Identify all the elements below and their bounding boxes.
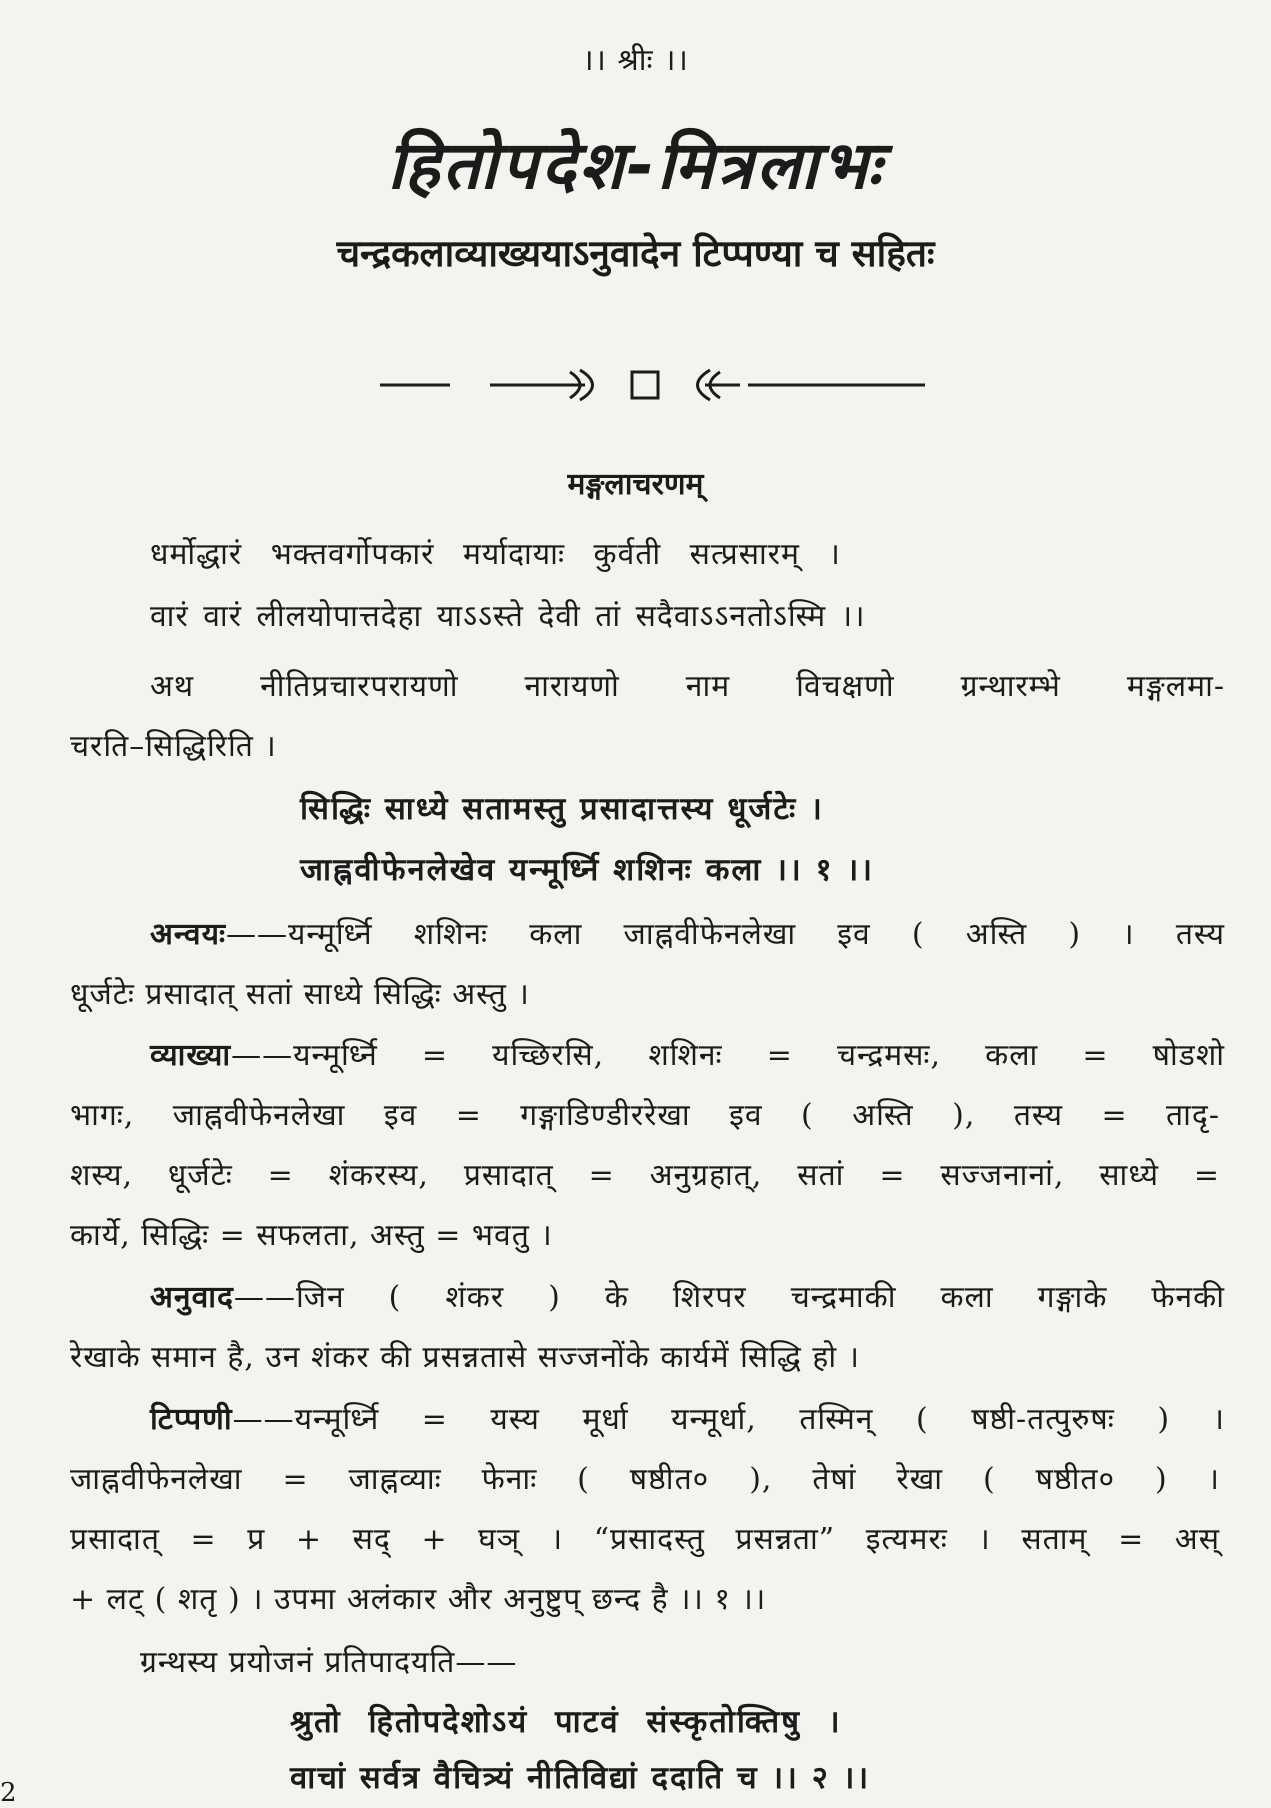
verse-2-line-1: श्रुतो हितोपदेशोऽयं पाटवं संस्कृतोक्तिषु । <box>290 1704 842 1740</box>
vyakhya-line-1: व्याख्या——यन्मूर्ध्नि = यच्छिरसि, शशिनः = चन्द्रमसः, कला = षोडशो <box>150 1038 1225 1073</box>
anvaya-label: अन्वयः <box>150 917 227 952</box>
invocation: ।। श्रीः ।। <box>582 43 689 78</box>
anuvad-label: अनुवाद <box>150 1280 234 1315</box>
page-number: 2 <box>0 1778 17 1808</box>
vyakhya-line-3: शस्य, धूर्जटेः = शंकरस्य, प्रसादात् = अनुग्रहात्, सतां = सज्जनानां, साध्ये = <box>70 1158 1220 1193</box>
tippani-label: टिप्पणी <box>150 1402 233 1437</box>
prayojana-line: ग्रन्थस्य प्रयोजनं प्रतिपादयति—— <box>140 1645 518 1680</box>
tippani-line-1: टिप्पणी——यन्मूर्ध्नि = यस्य मूर्धा यन्मूर्धा, तस्मिन् ( षष्ठी-तत्पुरुषः ) । <box>150 1402 1225 1437</box>
ornament-divider <box>370 360 930 410</box>
anvaya-line-1: अन्वयः——यन्मूर्ध्नि शशिनः कला जाह्नवीफेनलेखा इव ( अस्ति ) । तस्य <box>150 917 1225 952</box>
verse-1-line-2: जाह्नवीफेनलेखेव यन्मूर्ध्नि शशिनः कला ।। १ ।। <box>300 852 874 888</box>
anvaya-line-2: धूर्जटेः प्रसादात् सतां साध्ये सिद्धिः अस्तु । <box>70 977 530 1012</box>
vyakhya-line-4: कार्ये, सिद्धिः = सफलता, अस्तु = भवतु । <box>70 1218 553 1253</box>
vyakhya-label: व्याख्या <box>150 1038 232 1073</box>
intro-line-1: अथ नीतिप्रचारपरायणो नारायणो नाम विचक्षणो ग्रन्थारम्भे मङ्गलमा- <box>150 669 1225 704</box>
anuvad-line-2: रेखाके समान है, उन शंकर की प्रसन्नतासे सज्जनोंके कार्यमें सिद्धि हो । <box>70 1340 861 1375</box>
intro-line-2: चरति–सिद्धिरिति । <box>70 729 277 764</box>
anuvad-line-1: अनुवाद——जिन ( शंकर ) के शिरपर चन्द्रमाकी कला गङ्गाके फेनकी <box>150 1280 1225 1315</box>
tippani-line-3: प्रसादात् = प्र + सद् + घञ् । “प्रसादस्तु प्रसन्नता” इत्यमरः । सताम् = अस् <box>70 1522 1220 1557</box>
tippani-line-4: + लट् ( शतृ ) । उपमा अलंकार और अनुष्टुप् छन्द है ।। १ ।। <box>70 1582 767 1617</box>
page-subtitle: चन्द्रकलाव्याख्ययाऽनुवादेन टिप्पण्या च सहितः <box>336 232 935 275</box>
vyakhya-line-2: भागः, जाह्नवीफेनलेखा इव = गङ्गाडिण्डीररेखा इव ( अस्ति ), तस्य = तादृ- <box>70 1098 1220 1133</box>
verse-2-line-2: वाचां सर्वत्र वैचित्र्यं नीतिविद्यां ददाति च ।। २ ।। <box>290 1760 871 1796</box>
section-heading: मङ्गलाचरणम् <box>567 467 704 502</box>
verse-1-line-1: सिद्धिः साध्ये सतामस्तु प्रसादात्तस्य धूर्जटेः । <box>300 791 824 827</box>
page-title: हितोपदेश-मित्रलाभः <box>387 127 884 204</box>
mangala-line-1: धर्मोद्धारं भक्तवर्गोपकारं मर्यादायाः कुर्वती सत्प्रसारम् । <box>150 537 841 572</box>
mangala-line-2: वारं वारं लीलयोपात्तदेहा याऽऽस्ते देवी तां सदैवाऽऽनतोऽस्मि ।। <box>150 599 866 634</box>
tippani-line-2: जाह्नवीफेनलेखा = जाह्नव्याः फेनाः ( षष्ठीत० ), तेषां रेखा ( षष्ठीत० ) । <box>70 1462 1220 1497</box>
